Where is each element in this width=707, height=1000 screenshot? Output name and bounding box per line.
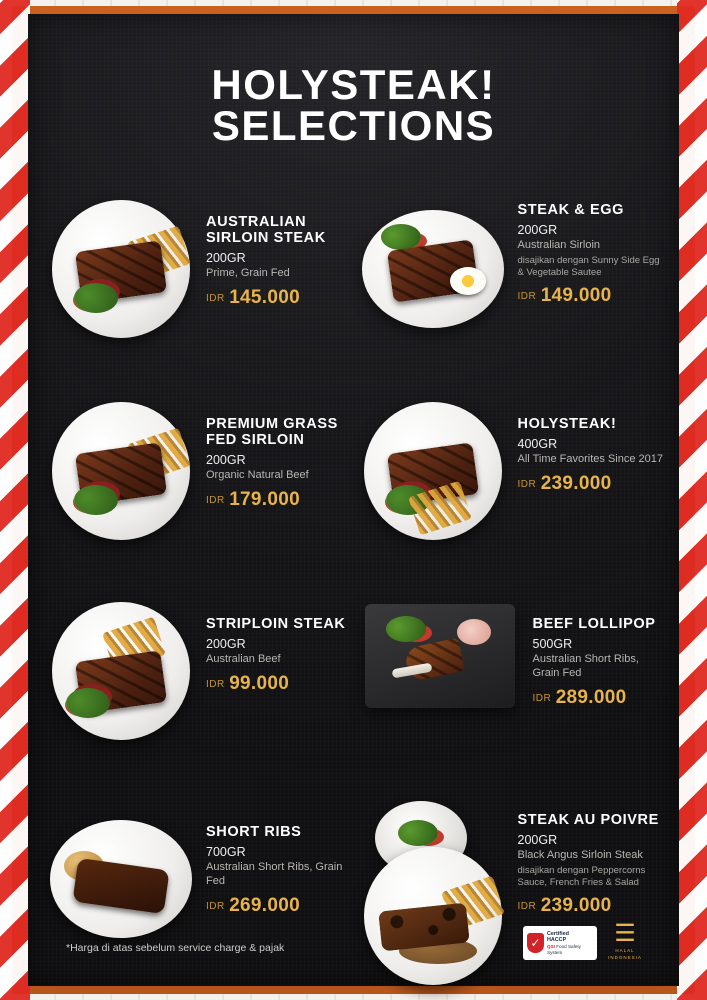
item-name: HOLYSTEAK! [517, 416, 617, 432]
certifier-name: QSI [547, 944, 555, 950]
plate-graphic [364, 402, 502, 540]
item-name: PREMIUM GRASS FED SIRLOIN [206, 416, 338, 449]
currency-label: IDR [517, 900, 537, 912]
sauce-graphic [457, 619, 491, 645]
vegetable-graphic [386, 616, 426, 642]
short-ribs-photo [46, 804, 196, 954]
item-name: STRIPLOIN STEAK [206, 616, 346, 632]
menu-item[interactable] [46, 194, 354, 344]
menu-item-info [523, 596, 666, 709]
item-weight: 200GR [206, 453, 246, 468]
item-price [518, 285, 666, 307]
menu-item[interactable] [354, 596, 666, 746]
caution-stripe-right [677, 0, 707, 1000]
haccp-certified-badge [523, 926, 597, 960]
footnote-text: *Harga di atas sebelum service charge & pajak [66, 942, 285, 954]
item-price [518, 895, 666, 917]
check-shield-icon: ✓ [527, 933, 544, 953]
item-weight: 200GR [206, 251, 246, 266]
menu-item[interactable] [354, 396, 666, 546]
caution-stripe-left [0, 0, 30, 1000]
price-value: 145.000 [229, 287, 300, 309]
item-name: STEAK & EGG [517, 202, 624, 218]
holysteak-photo [358, 396, 508, 546]
menu-item[interactable] [354, 194, 666, 344]
item-weight: 700GR [206, 845, 246, 860]
menu-item-info [508, 194, 666, 307]
certified-badge-text [547, 931, 593, 956]
item-weight: 200GR [517, 833, 558, 848]
title-line-2: SELECTIONS [211, 102, 496, 150]
item-desc-secondary: disajikan dengan Peppercorns Sauce, French Fries & Salad [517, 864, 646, 888]
lollipop-graphic [403, 638, 465, 683]
item-name: AUSTRALIAN SIRLOIN STEAK [206, 214, 326, 247]
menu-item-info [508, 396, 666, 495]
vegetable-graphic [398, 820, 438, 846]
menu-item-info [196, 804, 354, 917]
menu-item[interactable] [46, 596, 354, 746]
plate-graphic [50, 820, 192, 938]
striploin-steak-photo [46, 596, 196, 746]
currency-label: IDR [206, 495, 225, 507]
currency-label: IDR [517, 290, 537, 302]
plate-graphic [52, 402, 190, 540]
menu-item-info [196, 396, 354, 511]
menu-items-grid [46, 194, 665, 974]
item-desc: Australian Beef [206, 653, 281, 666]
plate-graphic [52, 200, 190, 338]
item-price [533, 687, 666, 709]
price-value: 239.000 [540, 472, 612, 494]
price-value: 179.000 [229, 489, 300, 511]
halal-badge [605, 920, 645, 960]
certified-title-2: HACCP [547, 937, 567, 944]
menu-row [46, 596, 665, 746]
item-name: STEAK AU POIVRE [517, 812, 659, 828]
certified-title: Certified [547, 930, 569, 937]
item-desc: Australian Short Ribs, Grain Fed [206, 861, 343, 887]
menu-row [46, 396, 665, 546]
currency-label: IDR [517, 478, 537, 490]
salad-graphic [74, 485, 118, 515]
item-price [206, 489, 354, 511]
price-value: 149.000 [540, 284, 612, 306]
currency-label: IDR [206, 293, 225, 305]
halal-sublabel: INDONESIA [608, 955, 642, 960]
item-name: SHORT RIBS [206, 824, 302, 840]
plate-graphic [52, 602, 190, 740]
beef-lollipop-photo [358, 596, 523, 716]
item-desc: Organic Natural Beef [206, 469, 309, 482]
menu-board [28, 14, 679, 986]
currency-label: IDR [206, 678, 225, 690]
item-weight: 200GR [517, 223, 558, 238]
item-desc: Australian Sirloin [517, 239, 601, 252]
menu-item[interactable] [46, 396, 354, 546]
item-price [518, 473, 666, 495]
item-price [206, 287, 354, 309]
item-desc-secondary: disajikan dengan Sunny Side Egg & Vegetable Sautee [517, 254, 660, 278]
item-weight: 500GR [532, 637, 573, 652]
title-line-1: HOLYSTEAK! [211, 61, 496, 108]
item-desc: All Time Favorites Since 2017 [517, 453, 664, 466]
menu-item-info [196, 596, 354, 695]
currency-label: IDR [206, 900, 225, 912]
price-value: 289.000 [555, 686, 627, 708]
item-desc: Australian Short Ribs, Grain Fed [532, 653, 639, 679]
item-desc: Prime, Grain Fed [206, 267, 290, 280]
steak-and-egg-photo [358, 194, 508, 344]
item-weight: 200GR [206, 637, 246, 652]
page-title [28, 61, 679, 150]
ribs-graphic [72, 858, 169, 914]
price-value: 239.000 [540, 894, 612, 916]
certified-subtitle: Food Safety System [547, 944, 581, 955]
certification-badges [523, 920, 645, 960]
price-value: 269.000 [229, 894, 300, 916]
currency-label: IDR [532, 692, 552, 704]
halal-label: HALAL [615, 948, 635, 953]
salad-graphic [66, 688, 110, 718]
fried-egg-graphic [450, 267, 486, 295]
price-value: 99.000 [229, 672, 290, 694]
halal-icon: ☰ [614, 920, 636, 947]
menu-item-info [196, 194, 354, 309]
australian-sirloin-steak-photo [46, 194, 196, 344]
item-price [206, 673, 354, 695]
menu-item-info [508, 804, 666, 917]
item-desc: Black Angus Sirloin Steak [517, 849, 643, 862]
salad-graphic [74, 283, 118, 313]
premium-grass-fed-sirloin-photo [46, 396, 196, 546]
item-weight: 400GR [517, 437, 558, 452]
item-name: BEEF LOLLIPOP [532, 616, 656, 632]
plate-graphic [364, 847, 502, 985]
slate-board-graphic [365, 604, 515, 708]
steak-au-poivre-photo [358, 804, 508, 974]
plate-graphic [362, 210, 504, 328]
menu-row [46, 194, 665, 344]
item-price [206, 895, 354, 917]
